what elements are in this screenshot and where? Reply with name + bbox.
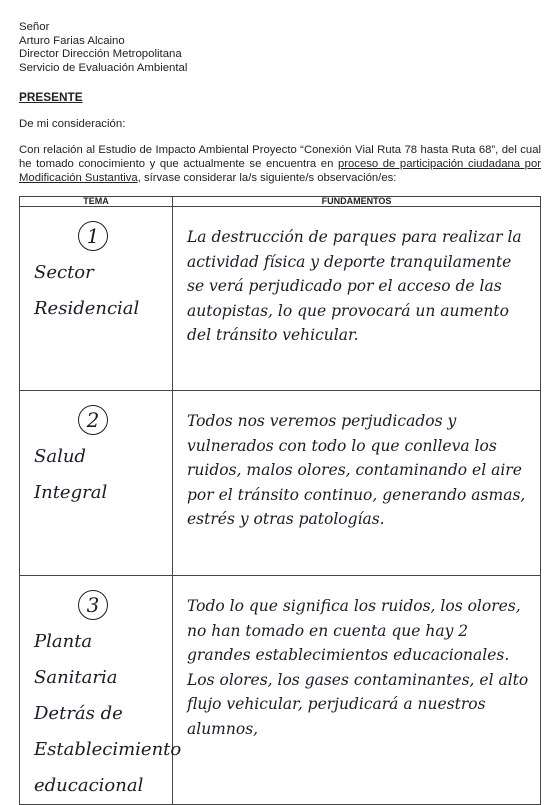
recipient-block xyxy=(19,21,187,75)
fundamento-text: Todo lo que significa los ruidos, los olores, no han tomado en cuenta que hay 2 grandes establecimientos educacionales. Los olores, los gases contaminantes, el alto flujo vehicular, perjudicará a nuestros alumnos, xyxy=(187,597,529,738)
tema-text: Salud Integral xyxy=(34,446,108,503)
recipient-position: Director Dirección Metropolitana xyxy=(19,48,182,61)
fundamento-text: Todos nos veremos perjudicados y vulnerados con todo lo que conlleva los ruidos, malos olores, contaminando el aire por el tránsito continuo, generando asmas, estrés y otras patologías. xyxy=(187,412,526,528)
intro-underlined-text: proceso de participación ciudadana por Modificación Sustantiva xyxy=(19,158,541,184)
fundamento-cell xyxy=(173,207,541,391)
fundamento-cell xyxy=(173,576,541,805)
tema-text: Sector Residencial xyxy=(34,262,140,319)
table-row xyxy=(20,391,541,576)
fundamento-cell xyxy=(173,391,541,576)
recipient-office: Servicio de Evaluación Ambiental xyxy=(19,61,188,74)
intro-text-end: , sírvase considerar la/s siguiente/s observación/es: xyxy=(137,172,397,184)
row-number-circle: 3 xyxy=(78,590,108,620)
tema-cell xyxy=(20,391,173,576)
presente-heading: PRESENTE xyxy=(19,90,83,104)
observations-table xyxy=(19,196,541,805)
greeting-line: De mi consideración: xyxy=(19,118,126,130)
table-header-row xyxy=(20,197,541,207)
row-number-circle: 2 xyxy=(78,405,108,435)
recipient-name: Arturo Farias Alcaino xyxy=(19,34,125,47)
table-row xyxy=(20,576,541,805)
row-number-circle: 1 xyxy=(78,221,108,251)
recipient-salutation: Señor xyxy=(19,21,50,33)
intro-paragraph xyxy=(19,143,541,185)
table-row xyxy=(20,207,541,391)
tema-text: Planta Sanitaria Detrás de Establecimiento educacional xyxy=(34,631,182,796)
tema-cell xyxy=(20,576,182,805)
header-tema: TEMA xyxy=(20,197,173,207)
fundamento-text: La destrucción de parques para realizar la actividad física y deporte tranquilamente se verá perjudicado por el acceso de las autopistas, lo que provocará un aumento del tránsito vehicular. xyxy=(187,228,522,344)
intro-text-start: Con relación al Estudio de Impacto Ambiental Proyecto “Conexión Vial Ruta 78 hasta Ruta 68”, del cual he tomado conocimiento y que actualmente se encuentra en xyxy=(19,144,541,170)
tema-cell xyxy=(20,207,173,391)
header-fundamentos: FUNDAMENTOS xyxy=(173,197,541,207)
